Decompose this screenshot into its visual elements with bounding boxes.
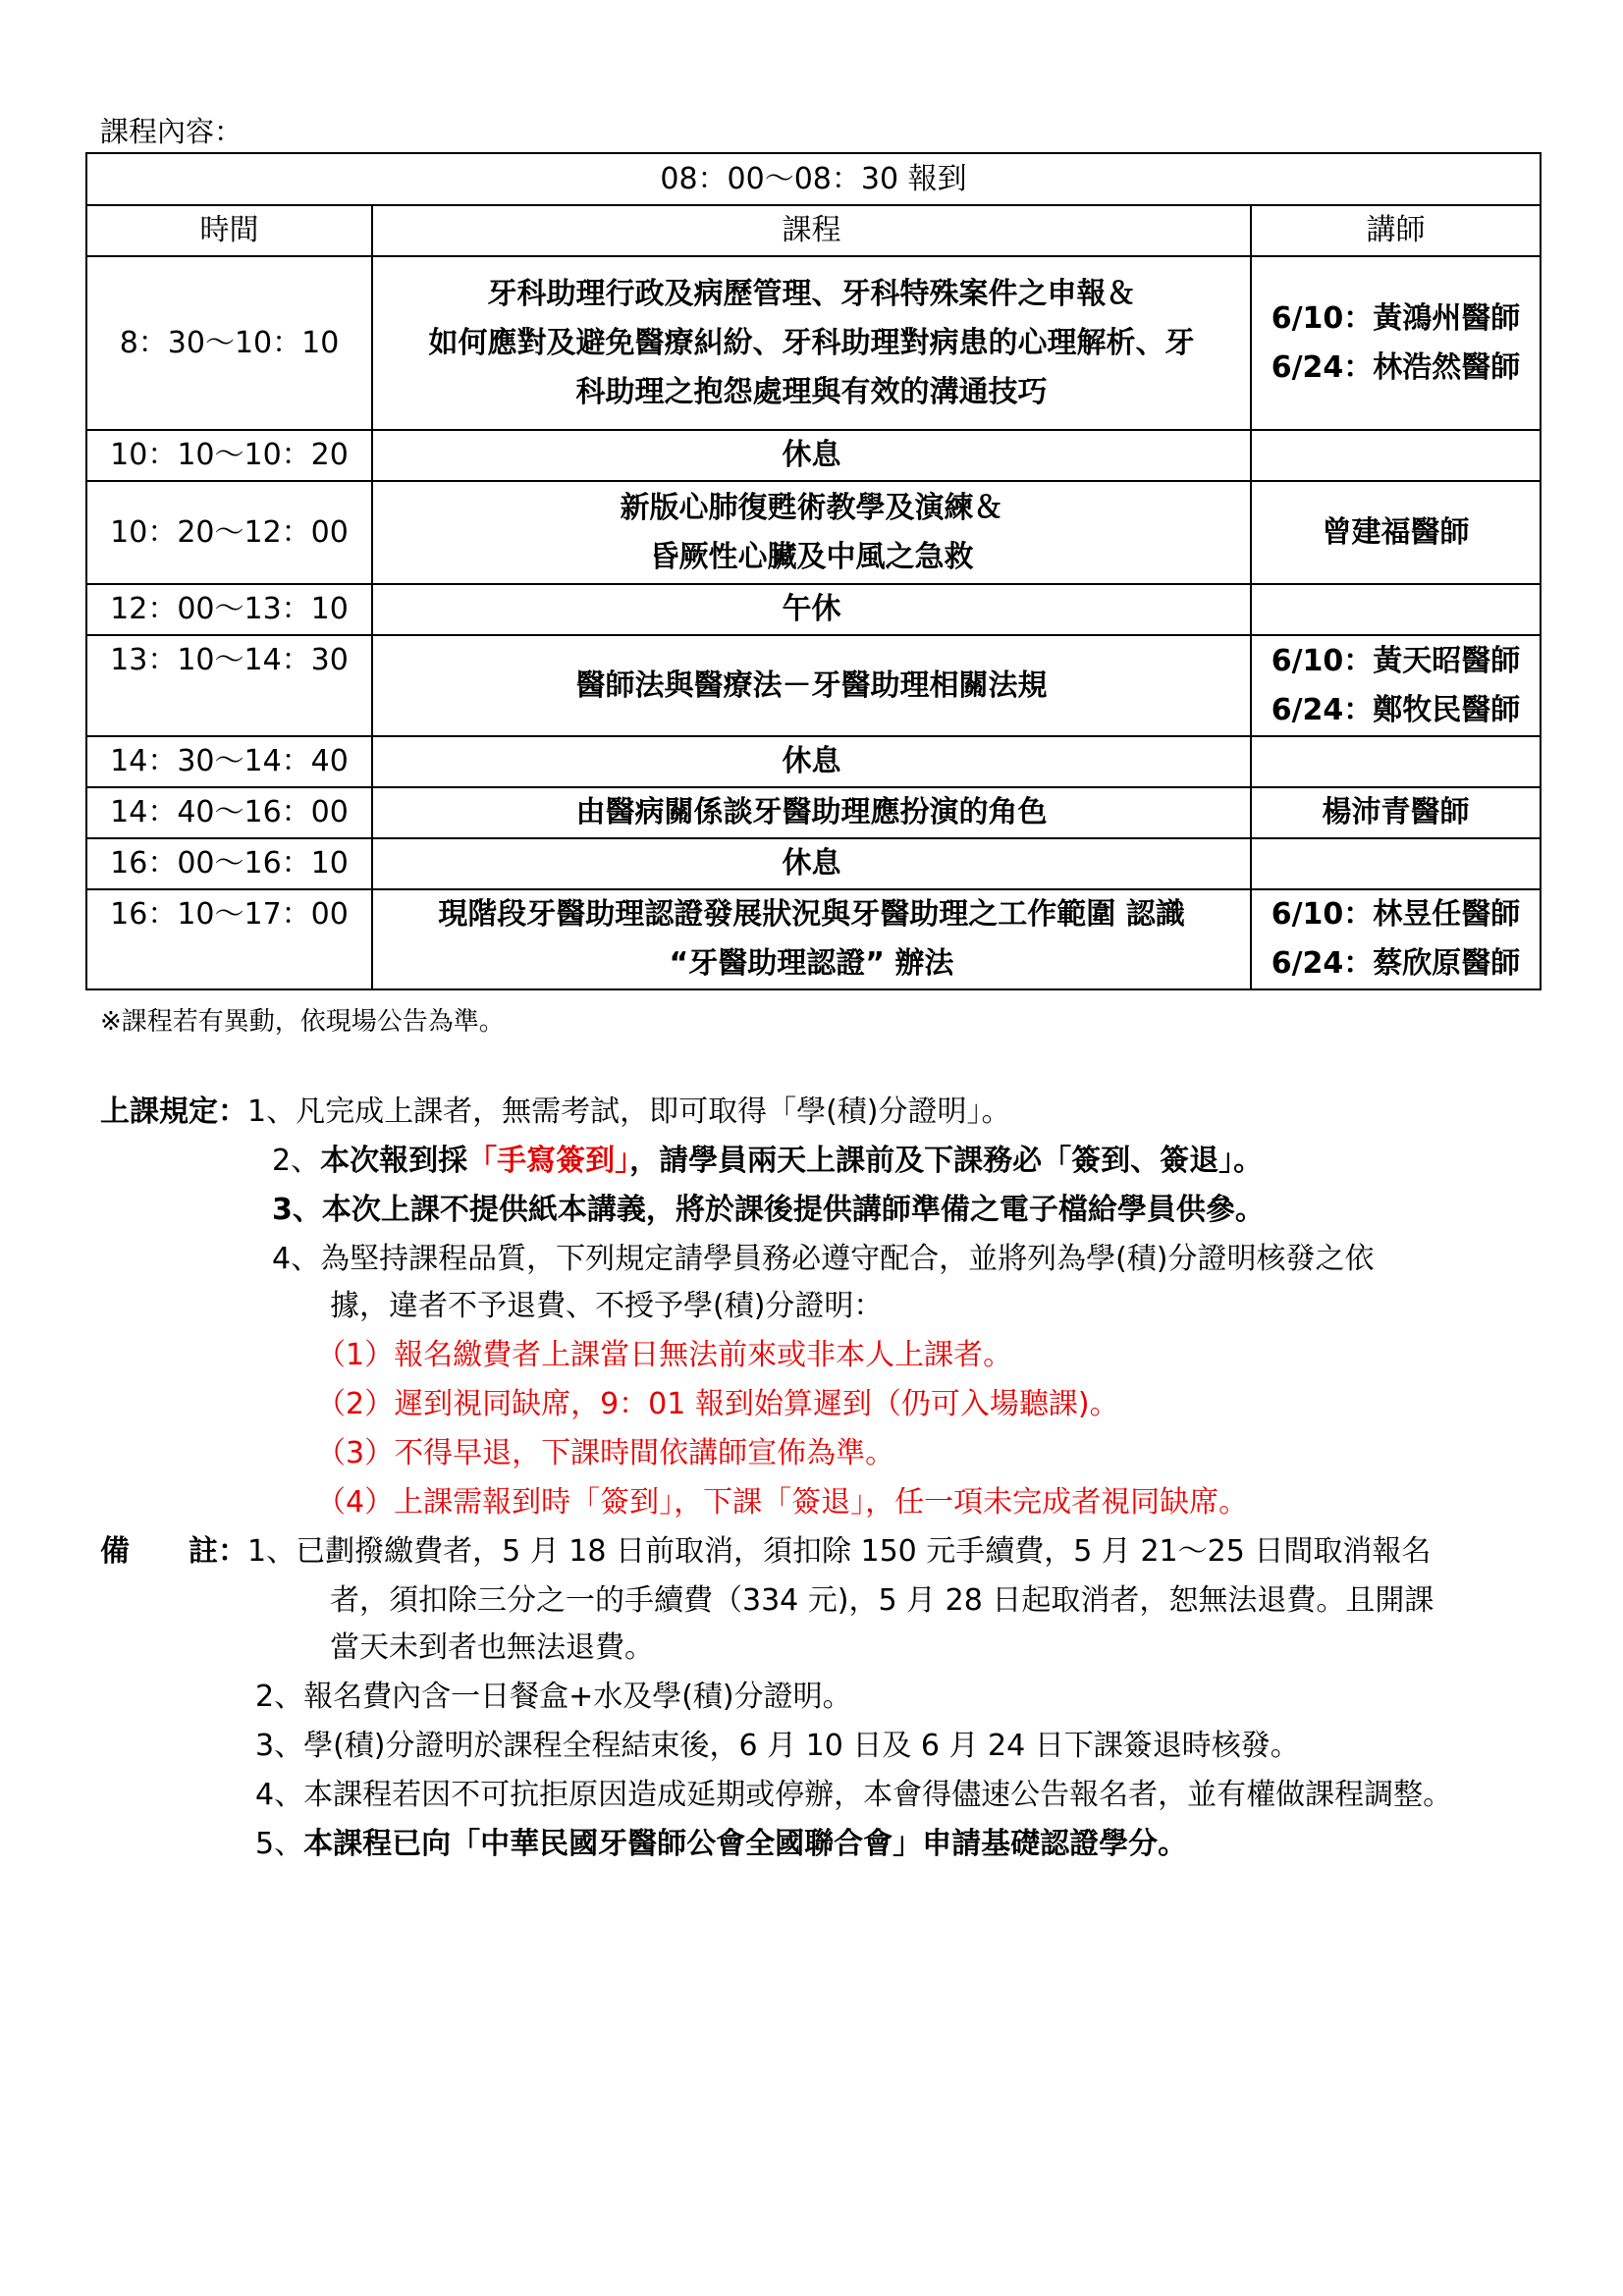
rule-1-line	[100, 1090, 1011, 1135]
remark-1-line-3: 當天未到者也無法退費。	[330, 1630, 654, 1665]
course-cell	[372, 481, 1251, 584]
instructor-line: 6/24：林浩然醫師	[1271, 349, 1521, 385]
remark-3: 3、學(積)分證明於課程全程結束後，6 月 10 日及 6 月 24 日下課簽退時核發。	[255, 1729, 1300, 1763]
table-row	[86, 430, 1541, 481]
course-cell: 休息	[372, 430, 1251, 481]
rule-4-sub-3: （3）不得早退，下課時間依講師宣佈為準。	[316, 1436, 895, 1470]
instructor-cell	[1251, 736, 1541, 787]
header-instructor: 講師	[1251, 205, 1541, 256]
remark-5-number: 5、	[255, 1827, 304, 1861]
course-line: 新版心肺復甦術教學及演練＆	[620, 490, 1003, 525]
table-row	[86, 736, 1541, 787]
instructor-cell: 曾建福醫師	[1251, 481, 1541, 584]
checkin-cell: 08：00～08：30 報到	[86, 153, 1541, 205]
rule-2-line	[272, 1139, 1263, 1184]
instructor-line: 6/24：鄭牧民醫師	[1271, 692, 1521, 727]
rule-3: 3、本次上課不提供紙本講義，將於課後提供講師準備之電子檔給學員供參。	[272, 1193, 1265, 1227]
course-line: 科助理之抱怨處理與有效的溝通技巧	[575, 374, 1048, 409]
remark-1-line-2: 者，須扣除三分之一的手續費（334 元)，5 月 28 日起取消者，恕無法退費。且開課	[330, 1583, 1434, 1618]
time-cell: 13：10～14：30	[86, 635, 372, 736]
course-line: 昏厥性心臟及中風之急救	[649, 539, 974, 574]
instructor-line: 6/24：蔡欣原醫師	[1271, 946, 1521, 981]
instructor-cell: 楊沛青醫師	[1251, 787, 1541, 838]
rule-2-text: 本次報到採	[320, 1144, 468, 1178]
time-cell: 12：00～13：10	[86, 584, 372, 635]
instructor-cell	[1251, 635, 1541, 736]
header-course: 課程	[372, 205, 1251, 256]
schedule-table	[85, 152, 1542, 990]
rule-4-line-1: 4、為堅持課程品質，下列規定請學員務必遵守配合，並將列為學(積)分證明核發之依	[272, 1242, 1375, 1276]
header-time: 時間	[86, 205, 372, 256]
rules-label: 上課規定：	[100, 1095, 247, 1129]
course-cell: 由醫病關係談牙醫助理應扮演的角色	[372, 787, 1251, 838]
instructor-cell	[1251, 256, 1541, 430]
instructor-line: 6/10：黃鴻州醫師	[1271, 300, 1521, 336]
remark-5-line	[255, 1822, 1187, 1867]
table-row	[86, 481, 1541, 584]
instructor-cell	[1251, 430, 1541, 481]
table-row	[86, 889, 1541, 989]
table-row	[86, 838, 1541, 889]
course-cell	[372, 889, 1251, 989]
rule-4-line-2: 據，違者不予退費、不授予學(積)分證明：	[330, 1289, 884, 1323]
time-cell: 8：30～10：10	[86, 256, 372, 430]
instructor-line: 6/10：黃天昭醫師	[1271, 643, 1521, 678]
course-cell: 午休	[372, 584, 1251, 635]
remark-4: 4、本課程若因不可抗拒原因造成延期或停辦，本會得儘速公告報名者，並有權做課程調整。	[255, 1778, 1453, 1812]
table-row	[86, 787, 1541, 838]
remark-1-text: 1、已劃撥繳費者，5 月 18 日前取消，須扣除 150 元手續費，5 月 21～25 日間取消報名	[247, 1534, 1432, 1569]
course-cell	[372, 256, 1251, 430]
instructor-cell	[1251, 889, 1541, 989]
course-cell: 醫師法與醫療法－牙醫助理相關法規	[372, 635, 1251, 736]
time-cell: 10：10～10：20	[86, 430, 372, 481]
rule-2-highlight: 「手寫簽到」	[467, 1144, 630, 1178]
course-line: 現階段牙醫助理認證發展狀況與牙醫助理之工作範圍 認識	[438, 897, 1185, 932]
checkin-row	[86, 153, 1541, 205]
instructor-cell	[1251, 838, 1541, 889]
schedule-note: ※課程若有異動，依現場公告為準。	[100, 1007, 505, 1037]
header-row	[86, 205, 1541, 256]
time-cell: 16：10～17：00	[86, 889, 372, 989]
time-cell: 16：00～16：10	[86, 838, 372, 889]
rule-2-rest: ，請學員兩天上課前及下課務必「簽到、簽退」。	[629, 1144, 1264, 1178]
course-line: “牙醫助理認證” 辦法	[669, 946, 954, 981]
time-cell: 14：30～14：40	[86, 736, 372, 787]
table-row	[86, 584, 1541, 635]
instructor-cell	[1251, 584, 1541, 635]
table-row	[86, 635, 1541, 736]
remarks-label: 備 註：	[100, 1534, 247, 1569]
rule-4-sub-4: （4）上課需報到時「簽到」，下課「簽退」，任一項未完成者視同缺席。	[316, 1485, 1249, 1520]
rule-2-number: 2、	[272, 1144, 321, 1178]
course-cell: 休息	[372, 838, 1251, 889]
remark-5-text: 本課程已向「中華民國牙醫師公會全國聯合會」申請基礎認證學分。	[303, 1827, 1188, 1861]
rule-1: 1、凡完成上課者，無需考試，即可取得「學(積)分證明」。	[247, 1095, 1011, 1129]
rule-4-sub-1: （1）報名繳費者上課當日無法前來或非本人上課者。	[316, 1338, 1013, 1372]
course-line: 如何應對及避免醫療糾紛、牙科助理對病患的心理解析、牙	[428, 325, 1195, 360]
section-heading: 課程內容：	[100, 115, 243, 148]
time-cell: 14：40～16：00	[86, 787, 372, 838]
table-row	[86, 256, 1541, 430]
rule-4-sub-2: （2）遲到視同缺席，9：01 報到始算遲到（仍可入場聽課)。	[316, 1387, 1119, 1421]
time-cell: 10：20～12：00	[86, 481, 372, 584]
course-cell: 休息	[372, 736, 1251, 787]
instructor-line: 6/10：林昱任醫師	[1271, 897, 1521, 932]
remark-1-line-1	[100, 1529, 1431, 1575]
remark-2: 2、報名費內含一日餐盒+水及學(積)分證明。	[255, 1680, 852, 1714]
course-line: 牙科助理行政及病歷管理、牙科特殊案件之申報＆	[487, 276, 1136, 311]
